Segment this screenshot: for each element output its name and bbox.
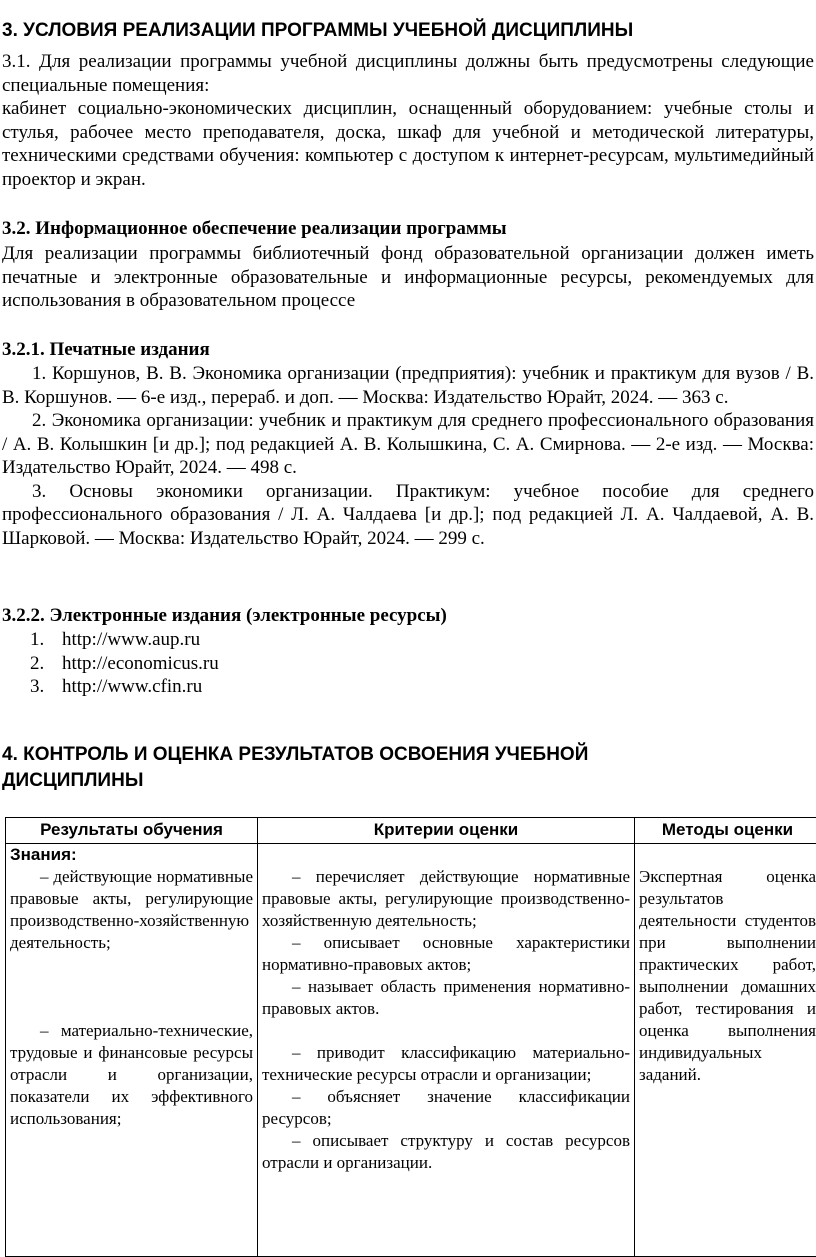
- knowledge-label: Знания:: [10, 844, 253, 866]
- header-methods: Методы оценки: [635, 818, 816, 844]
- electronic-resources-list: [2, 628, 402, 699]
- resource-link[interactable]: http://www.aup.ru: [62, 629, 200, 650]
- section-3-1-equipment: кабинет социально-экономических дисциплин, оснащенный оборудованием: учебные столы и стулья, рабочее место преподавателя, доска, шкаф для учебной и методической литературы, техническими средствами обучения: компьютер с доступом к интернет-ресурсам, мультимедийный проектор и экран.: [2, 97, 814, 191]
- table-header-row: [6, 818, 816, 844]
- section-3-2-title: 3.2. Информационное обеспечение реализации программы: [2, 218, 702, 240]
- printed-editions-list: [2, 362, 814, 550]
- table-row: [6, 844, 816, 1257]
- criteria-item: – описывает основные характеристики нормативно-правовых актов;: [262, 932, 630, 976]
- result-item: – материально-технические, трудовые и финансовые ресурсы отрасли и организации, показатели их эффективного использования;: [10, 1020, 253, 1130]
- section-3-1-block: [2, 50, 814, 191]
- criteria-cell: [258, 844, 635, 1257]
- resource-item: 1. http://www.aup.ru: [2, 628, 402, 652]
- assessment-table: [5, 817, 816, 1257]
- criteria-item: – объясняет значение классификации ресурсов;: [262, 1086, 630, 1130]
- resource-item: 3. http://www.cfin.ru: [2, 675, 402, 699]
- methods-cell: [635, 844, 816, 1257]
- section-3-1-text: 3.1. Для реализации программы учебной дисциплины должны быть предусмотрены следующие специальные помещения:: [2, 50, 814, 97]
- header-criteria: Критерии оценки: [258, 818, 635, 844]
- criteria-item: – приводит классификацию материально-технические ресурсы отрасли и организации;: [262, 1042, 630, 1086]
- section-3-title: 3. УСЛОВИЯ РЕАЛИЗАЦИИ ПРОГРАММЫ УЧЕБНОЙ ДИСЦИПЛИНЫ: [2, 20, 802, 42]
- section-3-2-1-title: 3.2.1. Печатные издания: [2, 339, 402, 361]
- section-3-2-text: Для реализации программы библиотечный фонд образовательной организации должен иметь печатные и электронные образовательные и информационные ресурсы, рекомендуемых для использования в образовательном процессе: [2, 242, 814, 313]
- criteria-item: – описывает структуру и состав ресурсов отрасли и организации.: [262, 1130, 630, 1174]
- book-item: 3. Основы экономики организации. Практикум: учебное пособие для среднего профессионального образования / Л. А. Чалдаева [и др.]; под редакцией Л. А. Чалдаевой, А. В. Шарковой. — Москва: Издательство Юрайт, 2024. — 299 с.: [2, 480, 814, 551]
- results-cell: [6, 844, 258, 1257]
- resource-item: 2. http://economicus.ru: [2, 652, 402, 676]
- result-item: – действующие нормативные правовые акты, регулирующие производственно-хозяйственную деятельность;: [10, 866, 253, 954]
- header-results: Результаты обучения: [6, 818, 258, 844]
- resource-link[interactable]: http://www.cfin.ru: [62, 676, 202, 697]
- section-3-2-2-title: 3.2.2. Электронные издания (электронные ресурсы): [2, 605, 602, 627]
- section-4-title: 4. КОНТРОЛЬ И ОЦЕНКА РЕЗУЛЬТАТОВ ОСВОЕНИЯ УЧЕБНОЙ ДИСЦИПЛИНЫ: [2, 742, 722, 794]
- criteria-item: – называет область применения нормативно-правовых актов.: [262, 976, 630, 1020]
- book-item: 1. Коршунов, В. В. Экономика организации (предприятия): учебник и практикум для вузов / В. В. Коршунов. — 6-е изд., перераб. и доп. — Москва: Издательство Юрайт, 2024. — 363 с.: [2, 362, 814, 409]
- book-item: 2. Экономика организации: учебник и практикум для среднего профессионального образования / А. В. Колышкин [и др.]; под редакцией А. В. Колышкина, С. А. Смирнова. — 2-е изд. — Москва: Издательство Юрайт, 2024. — 498 с.: [2, 409, 814, 480]
- criteria-item: – перечисляет действующие нормативные правовые акты, регулирующие производственно-хозяйственную деятельность;: [262, 866, 630, 932]
- resource-link[interactable]: http://economicus.ru: [62, 653, 219, 674]
- method-text: Экспертная оценка результатов деятельности студентов при выполнении практических работ, выполнении домашних работ, тестирования и оценка выполнения индивидуальных заданий.: [639, 866, 816, 1086]
